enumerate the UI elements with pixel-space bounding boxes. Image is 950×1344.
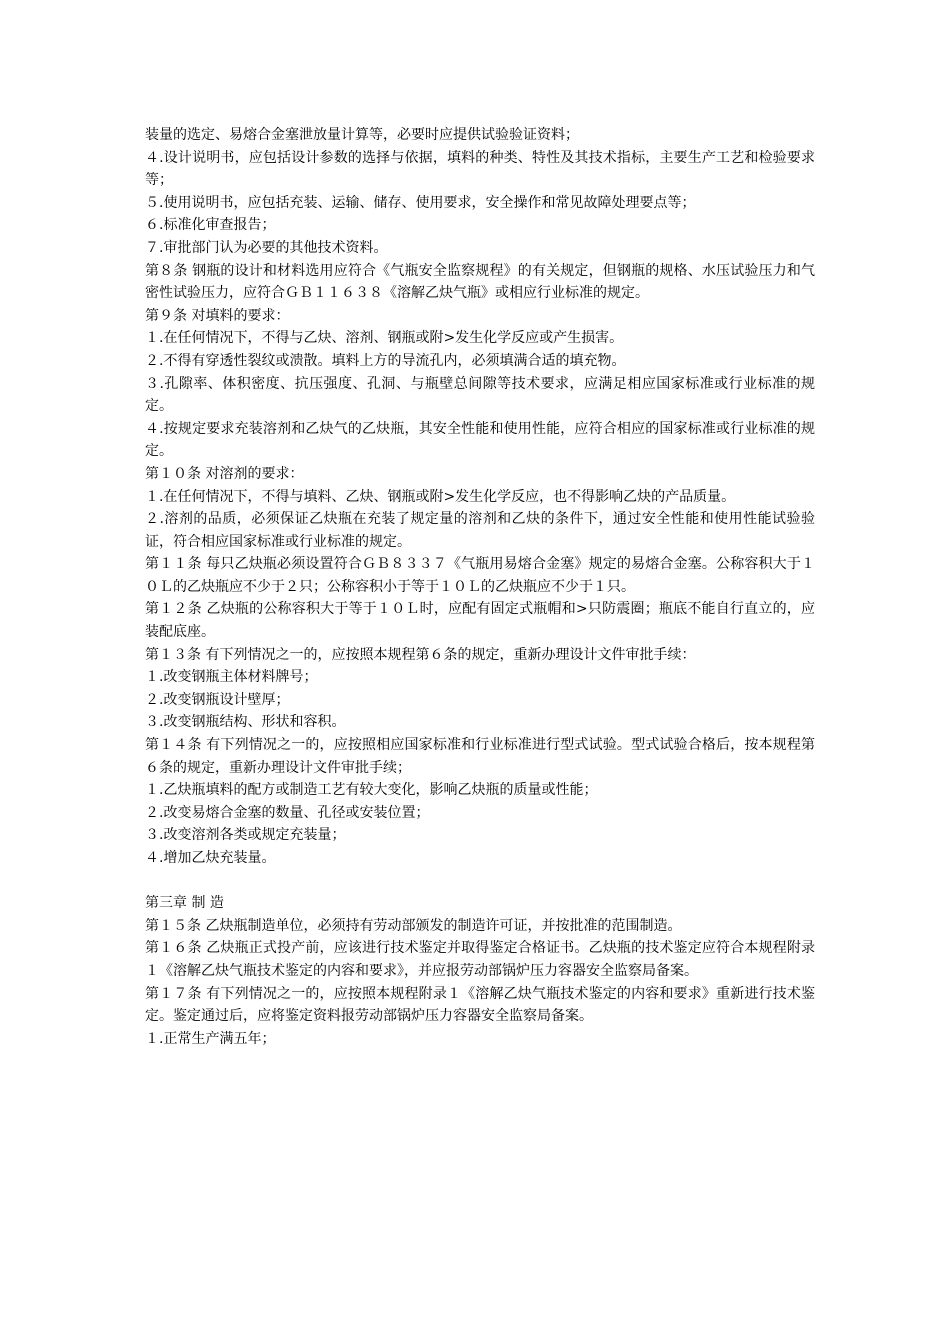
paragraph-item-5: ５.使用说明书，应包括充装、运输、储存、使用要求，安全操作和常见故障处理要点等； xyxy=(145,194,696,211)
article-9-item-4: ４.按规定要求充装溶剂和乙炔气的乙炔瓶，其安全性能和使用性能，应符合相应的国家标准或行业标准的规定。 xyxy=(145,420,815,460)
article-9-item-1: １.在任何情况下，不得与乙炔、溶剂、钢瓶或附>发生化学反应或产生损害。 xyxy=(145,330,624,347)
article-14-item-3: ３.改变溶剂各类或规定充装量； xyxy=(145,827,346,844)
article-13-item-2: ２.改变钢瓶设计壁厚； xyxy=(145,691,290,708)
article-13-item-3: ３.改变钢瓶结构、形状和容积。 xyxy=(145,714,346,731)
chapter-3-heading: 第三章 制 造 xyxy=(145,895,224,912)
article-9-item-3: ３.孔隙率、体积密度、抗压强度、孔洞、与瓶壁总间隙等技术要求，应满足相应国家标准或行业标准的规定。 xyxy=(145,375,815,415)
article-17-item-1: １.正常生产满五年； xyxy=(145,1030,276,1047)
article-12: 第１２条 乙炔瓶的公称容积大于等于１０Ｌ时，应配有固定式瓶帽和>只防震圈；瓶底不能自行直立的，应装配底座。 xyxy=(145,601,815,641)
article-13-item-1: １.改变钢瓶主体材料牌号； xyxy=(145,669,318,686)
article-9-heading: 第９条 对填料的要求： xyxy=(145,307,290,324)
article-15: 第１５条 乙炔瓶制造单位，必须持有劳动部颁发的制造许可证，并按批准的范围制造。 xyxy=(145,917,682,934)
article-13-heading: 第１３条 有下列情况之一的，应按照本规程第６条的规定，重新办理设计文件审批手续： xyxy=(145,646,696,663)
blank-line xyxy=(145,870,815,893)
article-10-heading: 第１０条 对溶剂的要求： xyxy=(145,465,304,482)
document-body xyxy=(145,124,815,1050)
article-14-item-2: ２.改变易熔合金塞的数量、孔径或安装位置； xyxy=(145,804,430,821)
article-11: 第１１条 每只乙炔瓶必须设置符合ＧＢ８３３７《气瓶用易熔合金塞》规定的易熔合金塞。公称容积大于１０Ｌ的乙炔瓶应不少于２只；公称容积小于等于１０Ｌ的乙炔瓶应不少于１只。 xyxy=(145,556,815,595)
paragraph-item-4: ４.设计说明书，应包括设计参数的选择与依据，填料的种类、特性及其技术指标，主要生产工艺和检验要求等； xyxy=(145,149,815,189)
paragraph-item-7: ７.审批部门认为必要的其他技术资料。 xyxy=(145,239,388,256)
article-14-item-4: ４.增加乙炔充装量。 xyxy=(145,850,276,866)
article-10-item-2: ２.溶剂的品质，必须保证乙炔瓶在充装了规定量的溶剂和乙炔的条件下，通过安全性能和使用性能试验验证，符合相应国家标准或行业标准的规定。 xyxy=(145,511,815,550)
article-8: 第８条 钢瓶的设计和材料选用应符合《气瓶安全监察规程》的有关规定，但钢瓶的规格、水压试验压力和气密性试验压力，应符合ＧＢ１１６３８《溶解乙炔气瓶》或相应行业标准的规定。 xyxy=(145,262,815,302)
article-14-heading: 第１４条 有下列情况之一的，应按照相应国家标准和行业标准进行型式试验。型式试验合格后，按本规程第６条的规定，重新办理设计文件审批手续； xyxy=(145,737,815,776)
article-17-heading: 第１７条 有下列情况之一的，应按照本规程附录１《溶解乙炔气瓶技术鉴定的内容和要求》重新进行技术鉴定。鉴定通过后，应将鉴定资料报劳动部锅炉压力容器安全监察局备案。 xyxy=(145,985,815,1025)
article-9-item-2: ２.不得有穿透性裂纹或溃散。填料上方的导流孔内，必须填满合适的填充物。 xyxy=(145,352,626,369)
article-14-item-1: １.乙炔瓶填料的配方或制造工艺有较大变化，影响乙炔瓶的质量或性能； xyxy=(145,782,598,799)
article-10-item-1: １.在任何情况下，不得与填料、乙炔、钢瓶或附>发生化学反应，也不得影响乙炔的产品质量。 xyxy=(145,488,736,505)
paragraph-item-6: ６.标准化审查报告； xyxy=(145,217,276,234)
article-16: 第１６条 乙炔瓶正式投产前，应该进行技术鉴定并取得鉴定合格证书。乙炔瓶的技术鉴定应符合本规程附录１《溶解乙炔气瓶技术鉴定的内容和要求》，并应报劳动部锅炉压力容器安全监察局备案。 xyxy=(145,940,815,979)
paragraph-continuation: 装量的选定、易熔合金塞泄放量计算等，必要时应提供试验验证资料； xyxy=(145,127,579,143)
